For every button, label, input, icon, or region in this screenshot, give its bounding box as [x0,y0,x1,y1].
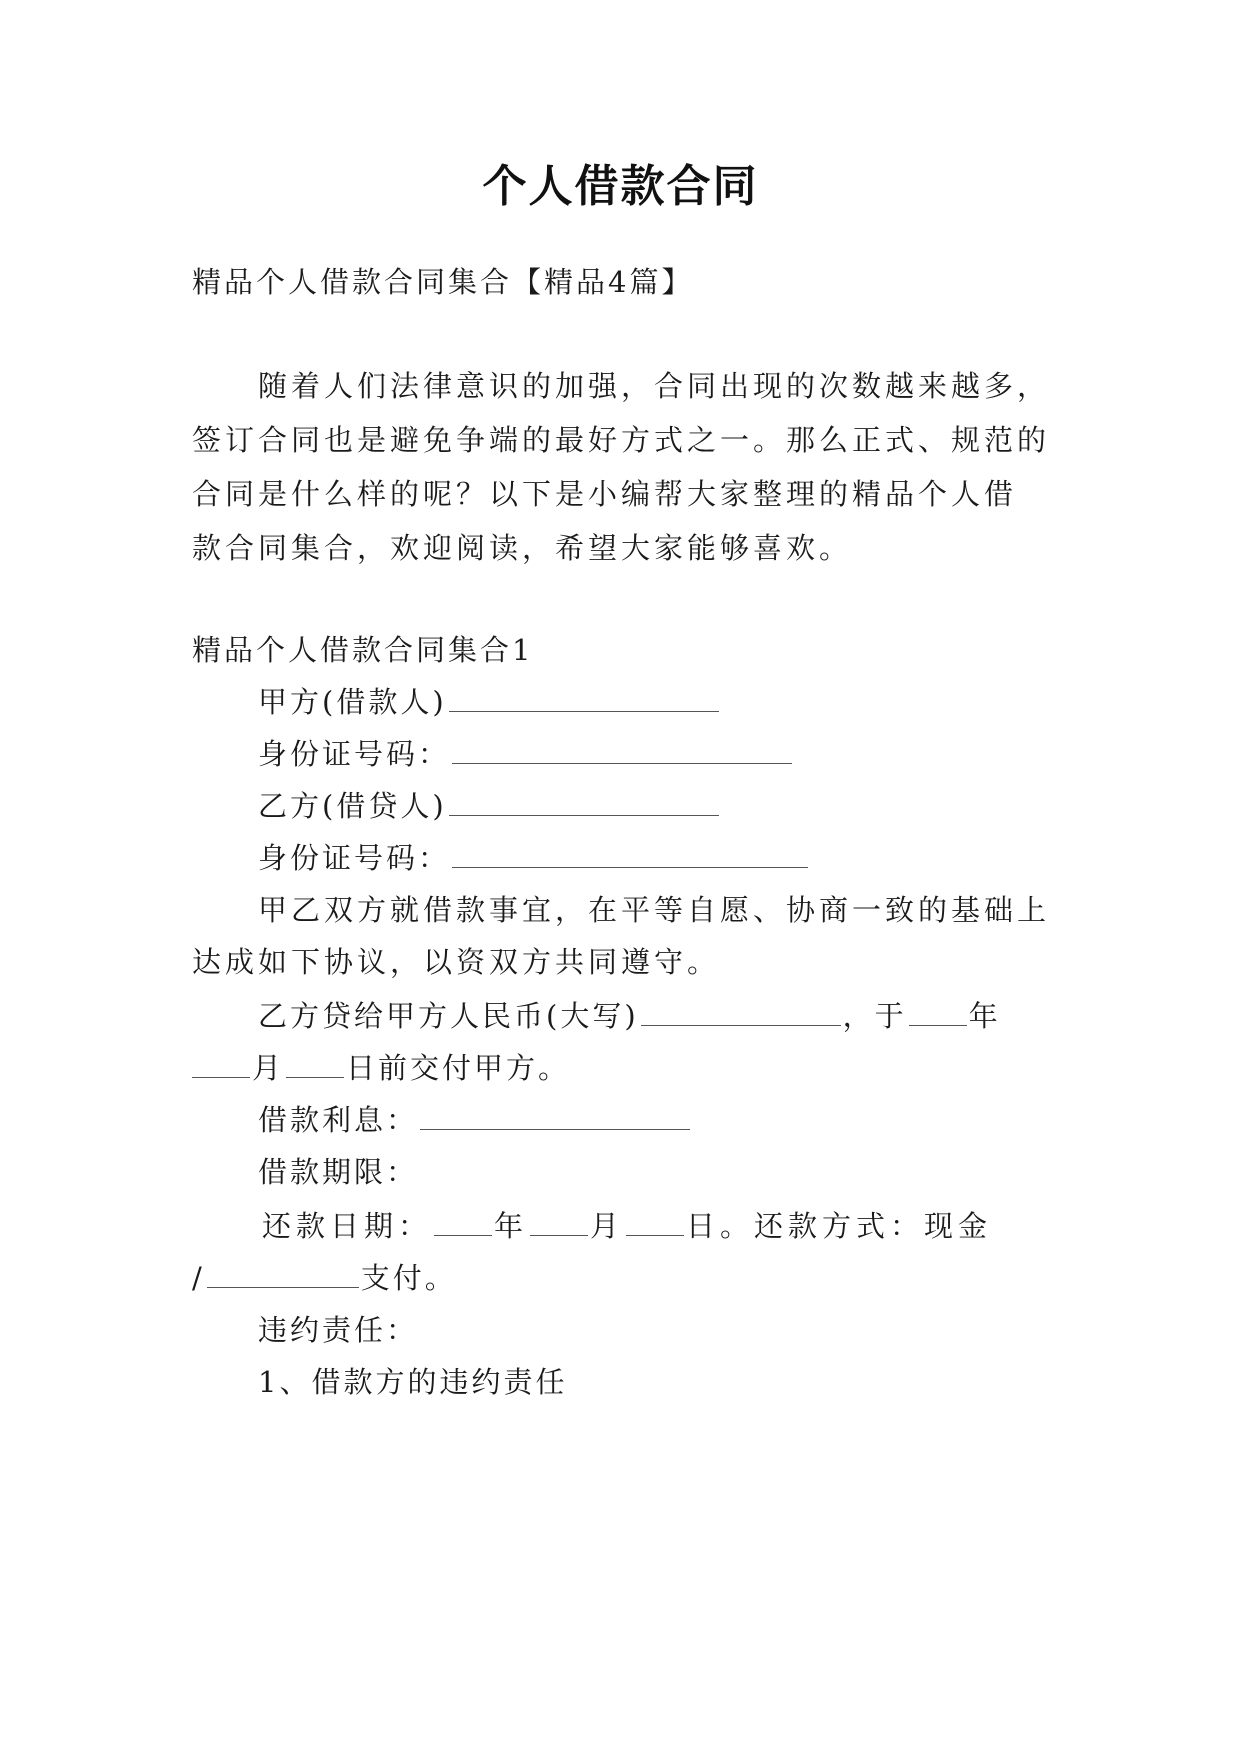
party-a-label: 甲方(借款人) [258,685,447,719]
repay-date-line [262,1209,993,1243]
payment-prefix: / [192,1261,205,1295]
id-b-blank [452,866,808,868]
interest-label: 借款利息： [258,1103,419,1137]
id-a-line [258,737,794,771]
repay-day-blank [626,1234,684,1236]
intro-line-4: 款合同集合，欢迎阅读，希望大家能够喜欢。 [192,531,853,565]
term-line: 借款期限： [258,1155,419,1189]
agreement-line-1: 甲乙双方就借款事宜，在平等自愿、协商一致的基础上 [258,893,1051,927]
id-b-line [258,841,810,875]
id-a-label: 身份证号码： [258,737,451,771]
breach-item-1: 1、借款方的违约责任 [258,1365,568,1399]
section-heading: 精品个人借款合同集合1 [192,633,534,667]
delivery-year-blank [909,1024,967,1026]
repay-day-method: 日。还款方式：现金 [686,1209,993,1243]
interest-blank [420,1128,690,1130]
repay-year-blank [434,1234,492,1236]
interest-line [258,1103,692,1137]
intro-line-3: 合同是什么样的呢？以下是小编帮大家整理的精品个人借 [192,477,1018,511]
delivery-year-char: 年 [968,999,1001,1033]
party-b-line [258,789,721,823]
id-b-label: 身份证号码： [258,841,451,875]
agreement-line-2: 达成如下协议，以资双方共同遵守。 [192,945,721,979]
repay-date-label: 还款日期： [262,1209,433,1243]
delivery-month-char: 月 [252,1051,285,1085]
delivery-suffix: 日前交付甲方。 [346,1051,571,1085]
repay-month-char: 月 [590,1209,625,1243]
document-title: 个人借款合同 [482,161,759,212]
payment-line [192,1261,457,1295]
delivery-month-blank [192,1076,250,1078]
intro-line-1: 随着人们法律意识的加强，合同出现的次数越来越多， [258,369,1051,403]
breach-heading: 违约责任： [258,1313,419,1347]
delivery-date-line [192,1051,571,1085]
loan-amount-mid: ，于 [842,999,907,1033]
intro-line-2: 签订合同也是避免争端的最好方式之一。那么正式、规范的 [192,423,1051,457]
party-b-label: 乙方(借贷人) [258,789,447,823]
delivery-day-blank [286,1076,344,1078]
payment-method-blank [207,1286,359,1288]
payment-suffix: 支付。 [360,1261,457,1295]
id-a-blank [452,762,792,764]
repay-month-blank [530,1234,588,1236]
party-b-blank [449,814,719,816]
loan-amount-label: 乙方贷给甲方人民币(大写) [258,999,639,1033]
party-a-blank [449,710,719,712]
loan-amount-line [258,999,1001,1033]
party-a-line [258,685,721,719]
loan-amount-blank [641,1024,841,1026]
repay-year-char: 年 [494,1209,529,1243]
subtitle: 精品个人借款合同集合【精品4篇】 [192,265,694,299]
